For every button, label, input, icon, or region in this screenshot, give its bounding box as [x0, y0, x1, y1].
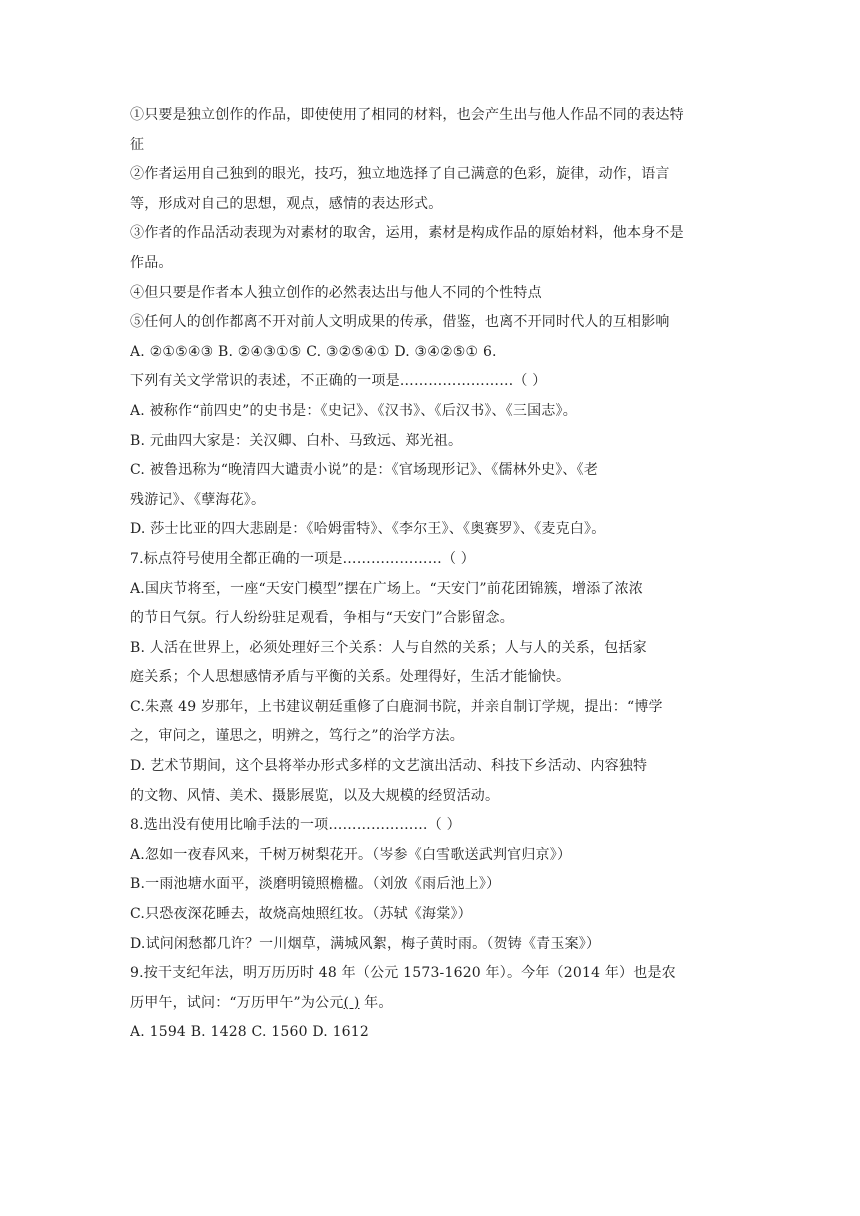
text-line: ③作者的作品活动表现为对素材的取舍，运用，素材是构成作品的原始材料，他本身不是 [130, 225, 684, 242]
text-line: D. 莎士比亚的四大悲剧是：《哈姆雷特》、《李尔王》、《奥赛罗》、《麦克白》。 [130, 521, 606, 538]
text-line: D.试问闲愁都几许？一川烟草，满城风絮，梅子黄时雨。（贺铸《青玉案》） [130, 935, 601, 952]
text-line: A. 被称作“前四史”的史书是：《史记》、《汉书》、《后汉书》、《三国志》。 [130, 402, 577, 419]
text-line: ②作者运用自己独到的眼光，技巧，独立地选择了自己满意的色彩，旋律，动作，语言 [130, 166, 670, 183]
answer-blank: ( ) [343, 994, 360, 1011]
text-line: C. 被鲁迅称为“晚清四大谴责小说”的是：《官场现形记》、《儒林外史》、《老 [130, 462, 599, 479]
question-text-block [130, 101, 730, 1048]
text-line: C.朱熹 49 岁那年，上书建议朝廷重修了白鹿洞书院，并亲自制订学规，提出：“博学 [130, 698, 663, 715]
text-line: 的文物、风情、美术、摄影展览，以及大规模的经贸活动。 [130, 787, 500, 804]
text-line: 残游记》、《孽海花》。 [130, 491, 266, 508]
text-line: B. 人活在世界上，必须处理好三个关系：人与自然的关系；人与人的关系，包括家 [130, 639, 647, 656]
text-line: 等，形成对自己的思想，观点，感情的表达形式。 [130, 195, 443, 212]
text-line: 之，审问之，谨思之，明辨之，笃行之”的治学方法。 [130, 728, 464, 745]
text-line: ①只要是独立创作的作品，即使使用了相同的材料，也会产生出与他人作品不同的表达特 [130, 107, 684, 123]
text-line: ⑤任何人的创作都离不开对前人文明成果的传承，借鉴，也离不开同时代人的互相影响 [130, 314, 670, 331]
text-line: 的节日气氛。行人纷纷驻足观看，争相与“天安门”合影留念。 [130, 610, 514, 627]
text-line: 庭关系；个人思想感情矛盾与平衡的关系。处理得好，生活才能愉快。 [130, 669, 571, 686]
question-9-options: A. 1594 B. 1428 C. 1560 D. 1612 [130, 1024, 370, 1041]
q9-text-before: 历甲午，试问：“万历甲午”为公元 [130, 994, 344, 1011]
question-9-stem-continued [130, 989, 730, 1019]
question-7-stem: 7.标点符号使用全都正确的一项是…………………（ ） [130, 550, 476, 567]
question-9-stem: 9.按干支纪年法，明万历历时 48 年（公元 1573-1620 年）。今年（2014 年）也是农 [130, 965, 676, 982]
question-6-stem: 下列有关文学常识的表述，不正确的一项是……………………（ ） [130, 373, 547, 390]
text-line: 作品。 [130, 254, 173, 271]
answer-options-line: A. ②①⑤④③ B. ②④③①⑤ C. ③②⑤④① D. ③④②⑤① 6. [130, 343, 497, 360]
text-line: C.只恐夜深花睡去，故烧高烛照红妆。（苏轼《海棠》） [130, 906, 472, 923]
text-line: B.一雨池塘水面平，淡磨明镜照檐楹。（刘攽《雨后池上》） [130, 876, 501, 893]
text-line: A.忽如一夜春风来，千树万树梨花开。（岑参《白雪歌送武判官归京》） [130, 846, 572, 863]
q9-text-after: 年。 [359, 994, 393, 1011]
text-line: D. 艺术节期间，这个县将举办形式多样的文艺演出活动、科技下乡活动、内容独特 [130, 758, 648, 775]
text-line: ④但只要是作者本人独立创作的必然表达出与他人不同的个性特点 [130, 284, 542, 301]
question-8-stem: 8.选出没有使用比喻手法的一项…………………（ ） [130, 817, 461, 834]
text-line: A.国庆节将至，一座“天安门模型”摆在广场上。“天安门”前花团锦簇，增添了浓浓 [130, 580, 643, 597]
text-line: B. 元曲四大家是：关汉卿、白朴、马致远、郑光祖。 [130, 432, 463, 449]
text-line: 征 [130, 136, 145, 153]
